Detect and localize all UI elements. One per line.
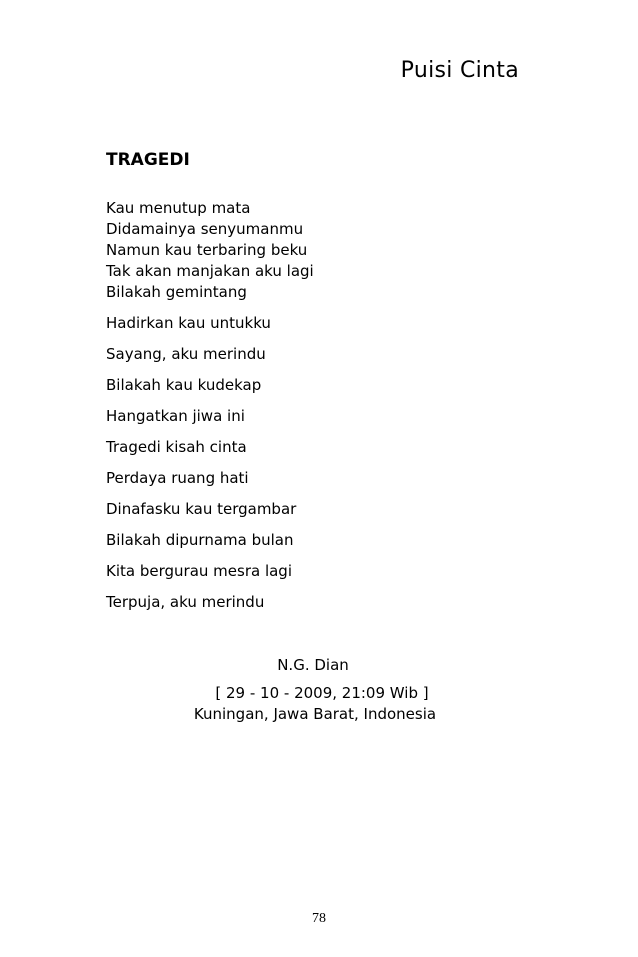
poem-line: Perdaya ruang hati	[106, 469, 249, 487]
poem-line: Hangatkan jiwa ini	[106, 407, 245, 425]
poem-line: Kau menutup mata	[106, 199, 251, 217]
poem-line: Dinafasku kau tergambar	[106, 500, 297, 518]
poem-signature	[0, 655, 638, 725]
poem-line: Kita bergurau mesra lagi	[106, 562, 292, 580]
page-number: 78	[312, 911, 326, 926]
poem-stanza-2	[106, 313, 296, 623]
poem-line: Bilakah dipurnama bulan	[106, 531, 294, 549]
poem-line: Didamainya senyumanmu	[106, 220, 304, 238]
poem-line: Sayang, aku merindu	[106, 345, 266, 363]
poem-title: TRAGEDI	[106, 150, 190, 170]
poem-stanza-1	[106, 198, 314, 303]
poem-line: Tak akan manjakan aku lagi	[106, 262, 314, 280]
poem-line: Terpuja, aku merindu	[106, 593, 265, 611]
poem-line: Tragedi kisah cinta	[106, 438, 247, 456]
author-name: N.G. Dian	[277, 656, 349, 674]
poem-line: Bilakah kau kudekap	[106, 376, 262, 394]
book-title-header: Puisi Cinta	[400, 58, 519, 83]
written-date: [ 29 - 10 - 2009, 21:09 Wib ]	[215, 684, 429, 702]
poem-line: Namun kau terbaring beku	[106, 241, 308, 259]
poem-line: Bilakah gemintang	[106, 283, 247, 301]
written-place: Kuningan, Jawa Barat, Indonesia	[193, 705, 437, 723]
poem-line: Hadirkan kau untukku	[106, 314, 271, 332]
